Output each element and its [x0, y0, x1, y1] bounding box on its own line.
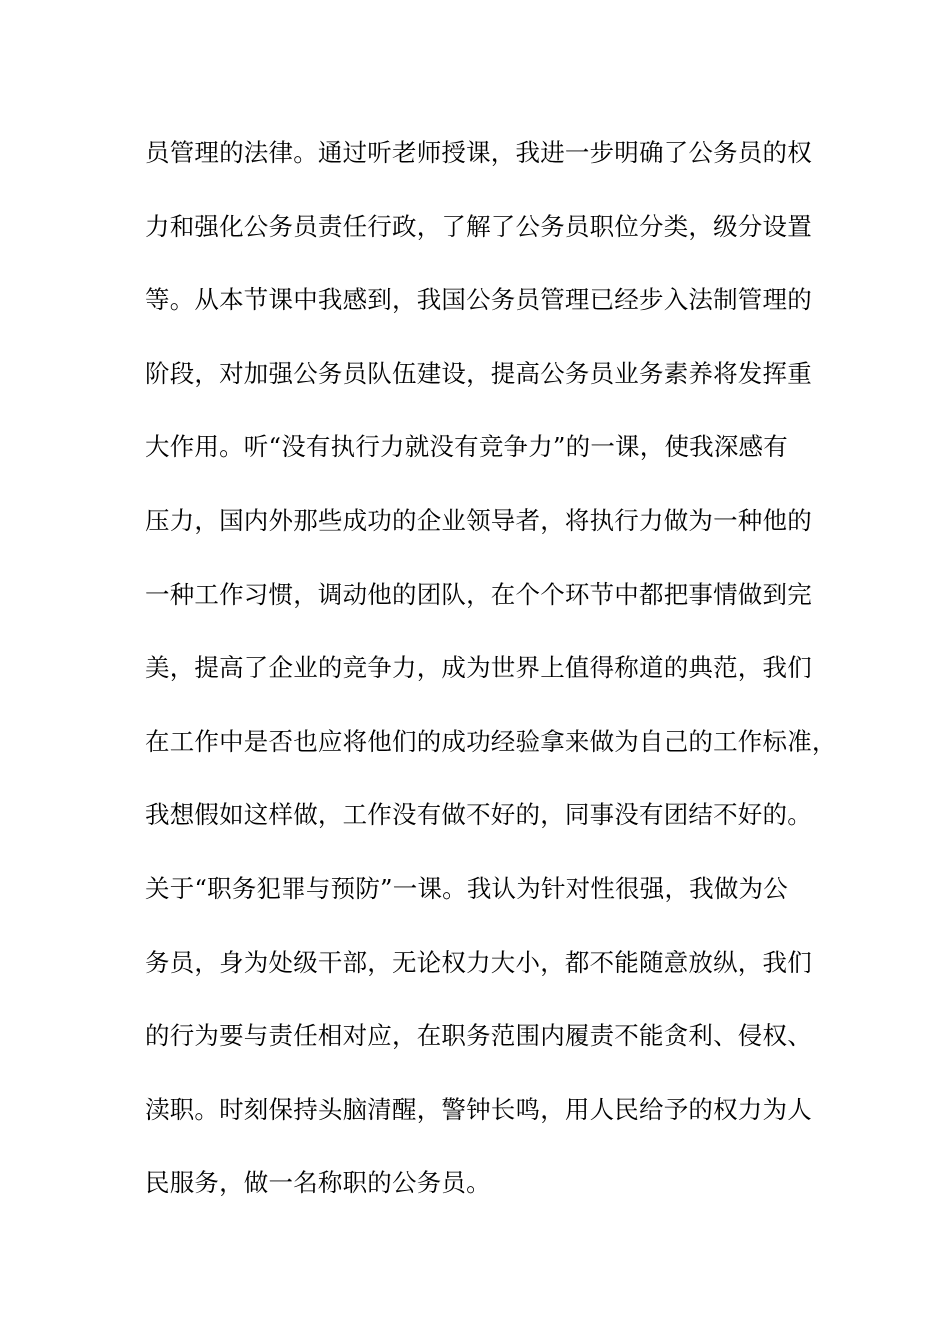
text-line-1: 员管理的法律。通过听老师授课，我进一步明确了公务员的权 — [145, 138, 812, 167]
text-line-3: 等。从本节课中我感到，我国公务员管理已经步入法制管理的 — [145, 285, 812, 315]
text-line-12: 务员，身为处级干部，无论权力大小，都不能随意放纵，我们 — [145, 947, 812, 977]
text-line-15: 民服务，做一名称职的公务员。 — [145, 1168, 491, 1198]
text-line-14: 渎职。时刻保持头脑清醒，警钟长鸣，用人民给予的权力为人 — [145, 1094, 812, 1124]
text-line-6: 压力，国内外那些成功的企业领导者，将执行力做为一种他的 — [145, 505, 812, 535]
text-line-13: 的行为要与责任相对应，在职务范围内履责不能贪利、侵权、 — [145, 1021, 812, 1051]
text-line-4: 阶段，对加强公务员队伍建设，提高公务员业务素养将发挥重 — [145, 358, 812, 388]
text-line-9: 在工作中是否也应将他们的成功经验拿来做为自己的工作标准， — [145, 726, 837, 756]
text-line-2: 力和强化公务员责任行政，了解了公务员职位分类，级分设置 — [145, 211, 812, 241]
text-line-5: 大作用。听“没有执行力就没有竞争力”的一课，使我深感有 — [145, 432, 788, 462]
body-paragraph — [145, 131, 837, 1235]
text-line-7: 一种工作习惯，调动他的团队，在个个环节中都把事情做到完 — [145, 579, 812, 609]
text-line-11: 关于“职务犯罪与预防”一课。我认为针对性很强，我做为公 — [145, 873, 788, 903]
text-line-8: 美，提高了企业的竞争力，成为世界上值得称道的典范，我们 — [145, 653, 812, 683]
text-line-10: 我想假如这样做，工作没有做不好的，同事没有团结不好的。 — [145, 800, 812, 830]
